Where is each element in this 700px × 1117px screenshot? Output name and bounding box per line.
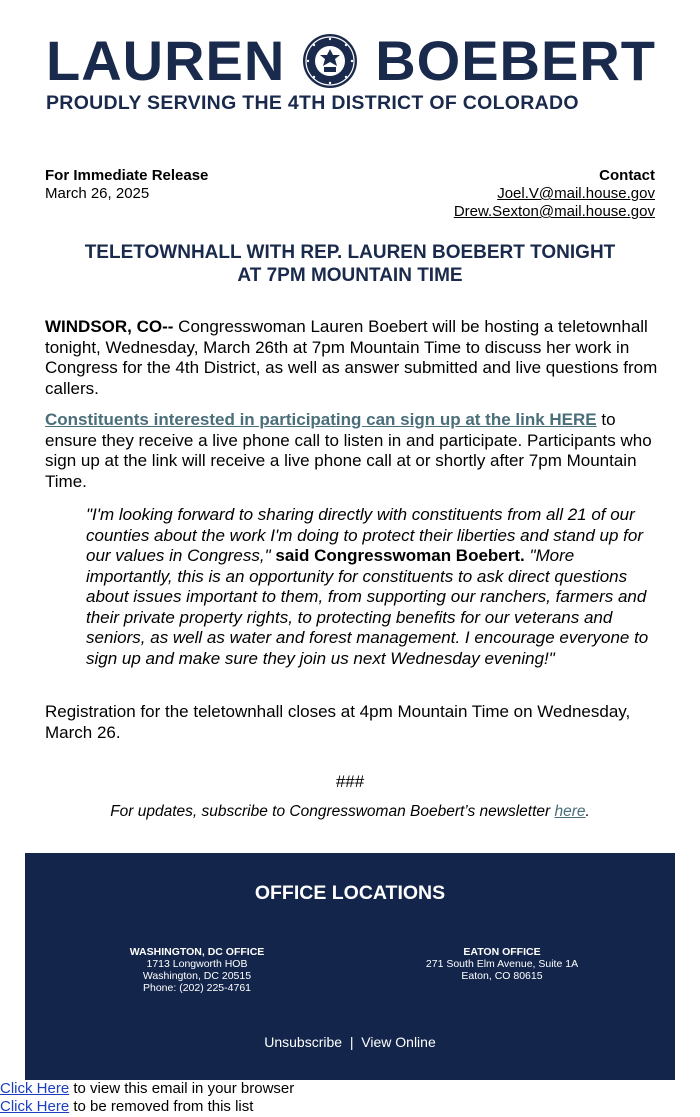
release-date: March 26, 2025 — [45, 185, 150, 202]
remove-from-list-link[interactable]: Click Here — [0, 1098, 70, 1115]
newsletter-end: . — [585, 803, 590, 820]
office-eaton-name: EATON OFFICE — [463, 946, 541, 958]
headline-line1: TELETOWNHALL WITH REP. LAUREN BOEBERT TONIGHT — [84, 242, 616, 263]
contact-email-drew[interactable]: Drew.Sexton@mail.house.gov — [453, 203, 655, 220]
contact-label: Contact — [599, 167, 655, 184]
dateline: WINDSOR, CO-- — [45, 317, 174, 336]
release-label: For Immediate Release — [45, 167, 209, 184]
footer-links — [25, 1034, 675, 1050]
remove-from-list-line — [0, 1098, 253, 1116]
newsletter-text: For updates, subscribe to Congresswoman Boebert’s newsletter — [110, 803, 555, 820]
signup-link[interactable]: Constituents interested in participating can sign up at the link HERE — [45, 410, 597, 429]
headline — [45, 241, 655, 287]
office-dc-line1: 1713 Longworth HOB — [146, 958, 248, 970]
signup-text: to ensure they receive a live phone call to listen in and participate. Participants who sign up at the link will receive a live phone call at or shortly after 7pm Mountain Time. — [45, 410, 652, 491]
view-in-browser-line — [0, 1080, 294, 1098]
paragraph-intro — [45, 317, 660, 399]
release-info — [45, 167, 208, 203]
newsletter-line — [45, 803, 655, 821]
office-eaton-line2: Eaton, CO 80615 — [461, 970, 543, 982]
office-eaton-line1: 271 South Elm Avenue, Suite 1A — [425, 958, 579, 970]
office-dc-line2: Washington, DC 20515 — [142, 970, 252, 982]
contact-email-joel[interactable]: Joel.V@mail.house.gov — [497, 185, 655, 202]
footer-separator: | — [349, 1034, 354, 1050]
office-dc-phone: Phone: (202) 225-4761 — [143, 982, 251, 994]
office-dc-name: WASHINGTON, DC OFFICE — [129, 946, 265, 958]
intro-text: Congresswoman Lauren Boebert will be hosting a teletownhall tonight, Wednesday, March 26th at 7pm Mountain Time to discuss her work in Congress for the 4th District, as well as answer submitted and live questions from callers. — [45, 317, 658, 398]
paragraph-signup — [45, 410, 660, 492]
view-in-browser-link[interactable]: Click Here — [0, 1080, 70, 1097]
unsubscribe-link[interactable]: Unsubscribe — [264, 1034, 343, 1050]
office-eaton — [392, 946, 612, 982]
office-locations-title: OFFICE LOCATIONS — [254, 882, 446, 904]
release-meta — [45, 167, 655, 227]
quote-block — [86, 505, 662, 669]
quote-attribution: said Congresswoman Boebert. — [270, 546, 530, 565]
tagline: PROUDLY SERVING THE 4TH DISTRICT OF COLORADO — [46, 92, 579, 114]
house-seal-icon — [302, 33, 358, 89]
view-online-link[interactable]: View Online — [361, 1034, 436, 1050]
quote-part1: "I'm looking forward to sharing directly with constituents from all 21 of our counties about the work I'm doing to protect their liberties and stand up for our values in Congress," — [86, 505, 644, 565]
headline-line2: AT 7PM MOUNTAIN TIME — [237, 265, 463, 286]
newsletter-link[interactable]: here — [554, 803, 586, 820]
office-dc — [87, 946, 307, 994]
contact-info — [454, 167, 655, 221]
logo — [46, 28, 656, 94]
footer — [25, 853, 675, 1080]
paragraph-registration: Registration for the teletownhall closes at 4pm Mountain Time on Wednesday, March 26. — [45, 702, 631, 742]
view-in-browser-text: to view this email in your browser — [69, 1080, 295, 1097]
masthead — [0, 0, 700, 130]
logo-name-first: LAUREN — [46, 29, 286, 92]
quote-part2: "More importantly, this is an opportunity for constituents to ask direct questions about issues important to them, from supporting our ranchers, farmers and their private property rights, to protecting benefits for our veterans and seniors, as well as water and forest management. I encourage everyone to sign up and make sure they join us next Wednesday evening!" — [86, 546, 649, 668]
remove-from-list-text: to be removed from this list — [69, 1098, 254, 1115]
logo-name-last: BOEBERT — [375, 29, 656, 92]
end-marker: ### — [335, 772, 365, 791]
